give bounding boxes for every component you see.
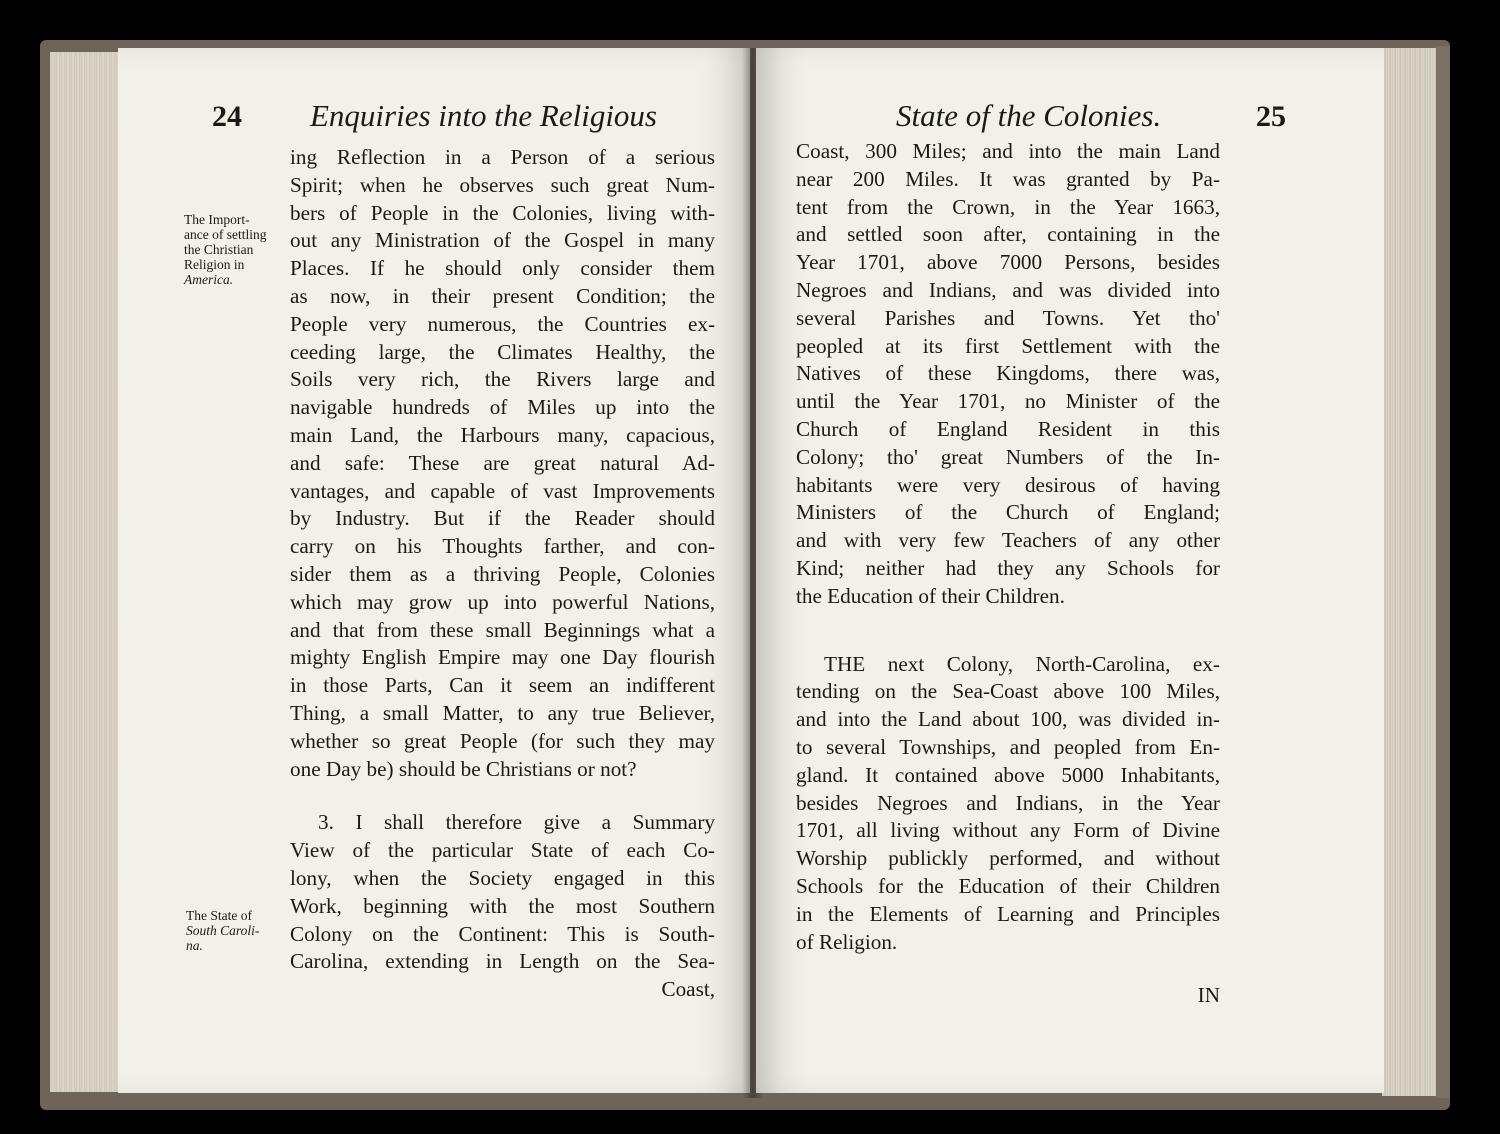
text-line: mighty English Empire may one Day flourish [290,645,715,670]
text-line: of Religion. [796,929,898,954]
text-line: Kind; neither had they any Schools for [796,555,1220,580]
text-line: ceeding large, the Climates Healthy, the [290,339,715,364]
text-line: gland. It contained above 5000 Inhabitants, [796,762,1220,787]
text-line: as now, in their present Condition; the [290,283,715,308]
right-page [756,48,1384,1093]
text-line: main Land, the Harbours many, capacious, [290,422,715,447]
text-line: ing Reflection in a Person of a serious [290,145,715,169]
right-page-body [796,138,1220,1010]
running-head-left: Enquiries into the Religious [310,98,657,133]
text-line: Colony on the Continent: This is South- [290,921,715,946]
text-line: sider them as a thriving People, Colonies [290,561,715,586]
text-line: and settled soon after, containing in the [796,222,1220,247]
text-line: near 200 Miles. It was granted by Pa- [796,166,1220,191]
text-line: the Education of their Children. [796,583,1065,608]
running-head-right: State of the Colonies. [896,98,1162,133]
text-line: Spirit; when he observes such great Num- [290,172,715,197]
text-line: navigable hundreds of Miles up into the [290,395,715,420]
text-line: and with very few Teachers of any other [796,528,1220,553]
text-line: Coast, 300 Miles; and into the main Land [796,139,1220,163]
text-line: Natives of these Kingdoms, there was, [796,361,1220,386]
text-line: People very numerous, the Countries ex- [290,311,715,336]
text-line: several Parishes and Towns. Yet tho' [796,305,1220,330]
page-edges-right [1382,48,1440,1096]
text-line: Schools for the Education of their Children [796,873,1220,898]
text-line: Colony; tho' great Numbers of the In- [796,444,1220,469]
page-number-right: 25 [1256,100,1286,133]
text-line: Work, beginning with the most Southern [290,893,715,918]
text-line: one Day be) should be Christians or not? [290,756,637,781]
text-line: by Industry. But if the Reader should [290,506,715,531]
left-page-body [290,144,715,1004]
text-line: and safe: These are great natural Ad- [290,450,715,475]
text-line: Year 1701, above 7000 Persons, besides [796,250,1220,275]
catchword-left: Coast, [661,977,715,1002]
text-line: and into the Land about 100, was divided in- [796,707,1220,732]
text-line: which may grow up into powerful Nations, [290,589,715,614]
text-line: Ministers of the Church of England; [796,500,1220,525]
catchword-right: IN [1197,983,1220,1008]
text-line: Soils very rich, the Rivers large and [290,367,715,392]
text-line: out any Ministration of the Gospel in many [290,228,715,253]
text-line: Church of England Resident in this [796,416,1220,441]
text-line: lony, when the Society engaged in this [290,865,715,890]
left-page [118,48,750,1093]
text-line: in those Parts, Can it seem an indifferent [290,673,715,698]
text-line: peopled at its first Settlement with the [796,333,1220,358]
text-line: Carolina, extending in Length on the Sea- [290,949,715,974]
text-line: in the Elements of Learning and Principles [796,901,1220,926]
text-line: besides Negroes and Indians, in the Year [796,790,1220,815]
book-cover-edge [1436,46,1450,1098]
text-line: Places. If he should only consider them [290,256,715,281]
text-line: tent from the Crown, in the Year 1663, [796,194,1220,219]
text-line: whether so great People (for such they may [290,728,715,753]
text-line: habitants were very desirous of having [796,472,1220,497]
marginal-note-importance: The Import- ance of settling the Christian Religion in America. [184,212,267,287]
text-line: Thing, a small Matter, to any true Believer, [290,700,715,725]
text-line: Negroes and Indians, and was divided into [796,277,1220,302]
text-line: until the Year 1701, no Minister of the [796,389,1220,414]
text-line: and that from these small Beginnings what a [290,617,715,642]
text-line: tending on the Sea-Coast above 100 Miles, [796,679,1220,704]
page-edges-left [50,52,120,1092]
text-line: bers of People in the Colonies, living with- [290,200,715,225]
text-line: to several Townships, and peopled from En- [796,734,1220,759]
page-number-left: 24 [212,100,242,133]
text-line: THE next Colony, North-Carolina, ex- [824,651,1220,676]
text-line: Worship publickly performed, and without [796,846,1220,871]
text-line: carry on his Thoughts farther, and con- [290,534,715,559]
marginal-note-south-carolina: The State of South Caroli- na. [186,908,260,953]
text-line: 3. I shall therefore give a Summary [318,810,715,835]
text-line: vantages, and capable of vast Improvements [290,478,715,503]
text-line: View of the particular State of each Co- [290,838,715,863]
text-line: 1701, all living without any Form of Divine [796,818,1220,843]
